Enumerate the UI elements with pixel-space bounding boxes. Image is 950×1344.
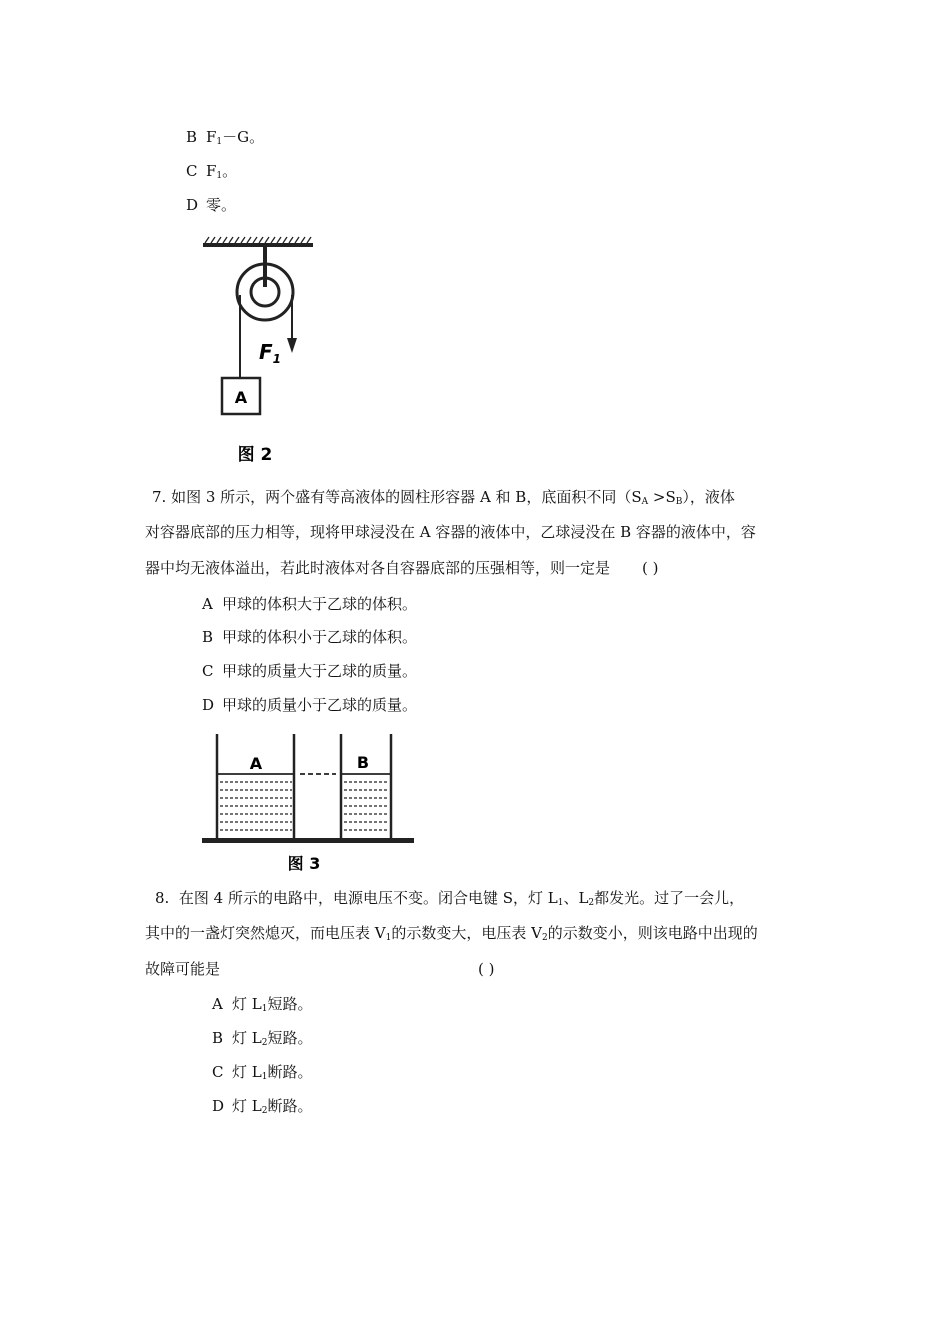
q7-option-d-text: 甲球的质量小于乙球的质量。 [222, 696, 418, 714]
q8-line-2-post: 的示数变小，则该电路中出现的 [547, 924, 758, 942]
container-b [341, 734, 391, 838]
q8-option-a-sub: 1 [261, 1004, 268, 1014]
q8-option-d [212, 1096, 312, 1116]
force-arrow-icon [287, 338, 297, 353]
q8-option-b [212, 1028, 312, 1048]
q7-option-a-label: A [202, 595, 213, 613]
q7-line-1 [152, 487, 735, 507]
q8-option-b-label: B [212, 1029, 224, 1047]
q7-option-c-text: 甲球的质量大于乙球的质量。 [222, 662, 418, 680]
q7-option-c [202, 661, 417, 681]
container-a [217, 734, 294, 838]
q8-option-d-post: 断路。 [267, 1097, 313, 1115]
q6-option-b [186, 127, 264, 147]
q8-option-c [212, 1062, 312, 1082]
q7-line-1-sub-b: B [675, 497, 683, 507]
q6-option-c-label: C [186, 162, 198, 180]
figure-3-containers [198, 728, 418, 876]
q8-line-1-post: 都发光。过了一会儿， [594, 889, 745, 907]
ground [202, 838, 414, 843]
q8-line-1-sub-2: 2 [588, 898, 595, 908]
q8-option-c-label: C [212, 1063, 224, 1081]
block-a-label: A [234, 388, 248, 407]
q8-option-b-sub: 2 [261, 1038, 268, 1048]
q8-option-a-post: 短路。 [267, 995, 313, 1013]
figure-2-caption: 图 2 [237, 445, 273, 465]
q6-option-c-text-post: 。 [222, 162, 238, 180]
q7-option-a-text: 甲球的体积大于乙球的体积。 [222, 595, 418, 613]
q7-line-3-text: 器中均无液体溢出，若此时液体对各自容器底部的压强相等，则一定是 [145, 559, 611, 577]
q8-option-d-pre: 灯 L [232, 1097, 262, 1115]
q8-option-d-sub: 2 [261, 1106, 268, 1116]
q8-option-c-post: 断路。 [267, 1063, 313, 1081]
q7-option-b-label: B [202, 628, 214, 646]
q8-answer-paren: ( ) [478, 960, 495, 978]
q8-line-1-mid: 、L [563, 889, 589, 907]
q8-line-1 [155, 888, 744, 908]
q8-line-2-sub-1: 1 [385, 933, 392, 943]
q8-option-a-label: A [212, 995, 223, 1013]
q6-option-c [186, 161, 237, 181]
q7-number: 7. [152, 488, 167, 506]
q8-line-2-sub-2: 2 [541, 933, 548, 943]
q7-option-b [202, 627, 417, 647]
q7-line-1-pre: 如图 3 所示，两个盛有等高液体的圆柱形容器 A 和 B，底面积不同（S [171, 488, 642, 506]
q6-option-b-label: B [186, 128, 198, 146]
q7-line-1-mid: >S [648, 488, 676, 506]
q6-option-d-text: 零。 [206, 196, 237, 214]
q7-line-3 [145, 558, 659, 578]
q8-option-a-pre: 灯 L [232, 995, 262, 1013]
force-label: $F_1$ [259, 340, 282, 366]
q7-option-a [202, 594, 417, 614]
ceiling-hatch [203, 237, 313, 247]
q8-option-b-pre: 灯 L [232, 1029, 262, 1047]
q8-line-3-text: 故障可能是 [145, 960, 221, 978]
q8-number: 8. [155, 889, 170, 907]
q7-line-1-sub-a: A [641, 497, 649, 507]
q8-line-2-pre: 其中的一盏灯突然熄灭，而电压表 V [145, 924, 386, 942]
q8-option-b-post: 短路。 [267, 1029, 313, 1047]
container-b-label: B [356, 753, 370, 772]
q8-line-2-mid: 的示数变大，电压表 V [391, 924, 542, 942]
q6-option-c-sub: 1 [216, 171, 223, 181]
q8-option-c-pre: 灯 L [232, 1063, 262, 1081]
q8-line-2 [145, 923, 758, 943]
q8-line-1-pre: 在图 4 所示的电路中，电源电压不变。闭合电键 S，灯 L [178, 889, 558, 907]
q6-option-b-sub: 1 [216, 137, 223, 147]
q8-line-1-sub-1: 1 [557, 898, 564, 908]
q6-option-c-text: F [206, 162, 217, 180]
container-a-label: A [249, 754, 263, 773]
q7-answer-paren: ( ) [642, 559, 659, 577]
q6-option-b-text: F [206, 128, 217, 146]
figure-2-pulley [195, 225, 325, 470]
q8-option-d-label: D [212, 1097, 225, 1115]
q8-option-a [212, 994, 312, 1014]
q8-line-3 [145, 959, 495, 979]
q7-line-2: 对容器底部的压力相等，现将甲球浸没在 A 容器的液体中，乙球浸没在 B 容器的液体中，容 [145, 523, 756, 541]
figure-3-caption: 图 3 [287, 854, 321, 873]
q6-option-d [186, 195, 236, 215]
q6-option-b-text-post: －G。 [222, 128, 265, 146]
q6-option-d-label: D [186, 196, 199, 214]
q7-option-c-label: C [202, 662, 214, 680]
q8-option-c-sub: 1 [261, 1072, 268, 1082]
q7-option-d [202, 695, 417, 715]
q7-option-b-text: 甲球的体积小于乙球的体积。 [222, 628, 418, 646]
q7-option-d-label: D [202, 696, 215, 714]
q7-line-1-post: ），液体 [682, 488, 735, 506]
